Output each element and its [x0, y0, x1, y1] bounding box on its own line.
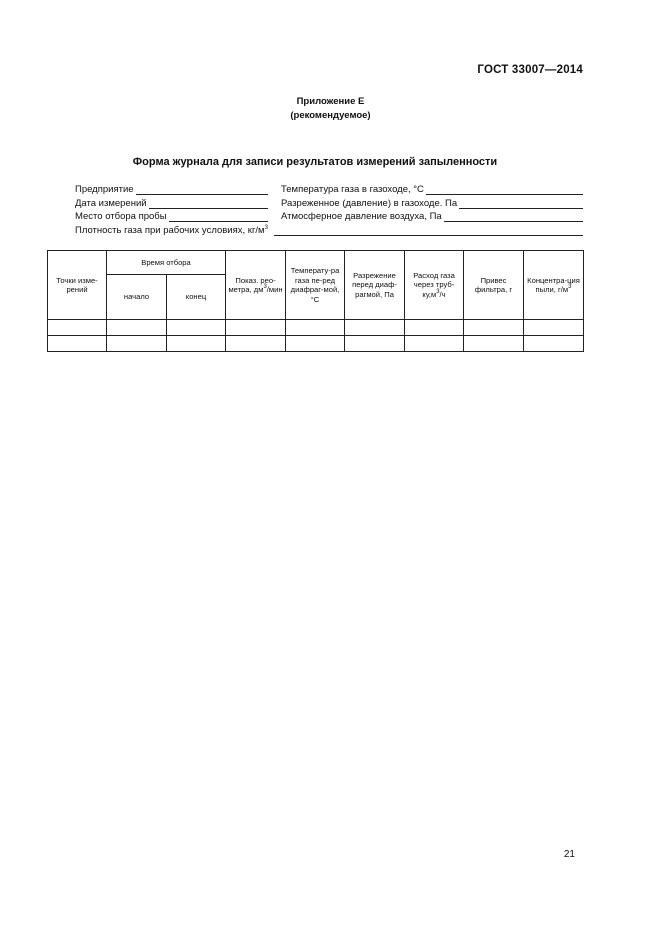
table-cell[interactable] — [524, 336, 584, 352]
field-row — [75, 184, 585, 198]
table-cell[interactable] — [464, 320, 524, 336]
gas-temperature-field[interactable] — [281, 184, 583, 195]
measurement-log-table — [47, 250, 584, 352]
table-cell[interactable] — [107, 320, 167, 336]
standard-code: ГОСТ 33007—2014 — [477, 64, 583, 76]
appendix-title: Приложение Е — [296, 96, 365, 107]
sampling-place-line — [169, 212, 268, 222]
sampling-place-label: Место отбора пробы — [75, 211, 167, 222]
col-header-rheometer: Показ. рео-метра, $дм^3$/мин — [226, 251, 286, 320]
rarefaction-field[interactable] — [281, 198, 583, 209]
atmospheric-pressure-line — [444, 212, 583, 222]
rarefaction-label: Разреженное (давление) в газоходе. Па — [281, 197, 458, 209]
col-header-end: конец — [167, 275, 226, 320]
field-row — [75, 198, 585, 212]
appendix-heading — [0, 95, 661, 123]
atmospheric-pressure-label: Атмосферное давление воздуха, Па — [281, 211, 442, 222]
table-cell[interactable] — [167, 336, 226, 352]
gas-density-label: Плотность газа при рабочих условиях, $кг/м^3$ — [75, 224, 268, 236]
enterprise-line — [136, 185, 268, 195]
table-cell[interactable] — [48, 336, 107, 352]
col-header-rarefaction: Разрежение перед диаф-рагмой, Па — [345, 251, 405, 320]
form-fields — [75, 184, 585, 238]
table-cell[interactable] — [405, 336, 464, 352]
gas-temperature-label: Температура газа в газоходе, °С — [281, 184, 424, 195]
table-row — [48, 336, 584, 352]
col-header-filter-gain: Привес фильтра, г — [464, 251, 524, 320]
measurement-date-line — [149, 199, 268, 209]
page-number: 21 — [563, 849, 575, 860]
enterprise-label: Предприятие — [75, 184, 134, 195]
table-cell[interactable] — [345, 336, 405, 352]
form-title: Форма журнала для записи результатов измерений запыленности — [132, 156, 498, 168]
sampling-place-field[interactable] — [75, 211, 268, 222]
gas-density-field[interactable] — [75, 225, 583, 236]
table-cell[interactable] — [48, 320, 107, 336]
table-cell[interactable] — [286, 320, 345, 336]
gas-density-line — [274, 226, 583, 236]
col-header-gas-temp: Температу-ра газа пе-ред диафраг-мой, °С — [286, 251, 345, 320]
rarefaction-line — [459, 199, 583, 209]
table-cell[interactable] — [464, 336, 524, 352]
col-header-flow: Расход газа через труб-$ку,м^3/ч$ — [405, 251, 464, 320]
table-cell[interactable] — [524, 320, 584, 336]
measurement-date-label: Дата измерений — [75, 197, 147, 209]
table-cell[interactable] — [226, 320, 286, 336]
table-header-row — [48, 251, 584, 275]
enterprise-field[interactable] — [75, 184, 268, 195]
measurement-date-field[interactable] — [75, 198, 268, 209]
col-header-start: начало — [107, 275, 167, 320]
atmospheric-pressure-field[interactable] — [281, 211, 583, 222]
gas-temperature-line — [426, 185, 583, 195]
table-cell[interactable] — [405, 320, 464, 336]
table-cell[interactable] — [226, 336, 286, 352]
table-cell[interactable] — [107, 336, 167, 352]
table-row — [48, 320, 584, 336]
field-row — [75, 225, 585, 239]
field-row — [75, 211, 585, 225]
table-cell[interactable] — [167, 320, 226, 336]
table-cell[interactable] — [286, 336, 345, 352]
col-header-dust: Концентра-ция пыли, $г/м^3$ — [524, 251, 584, 320]
appendix-subtitle: (рекомендуемое) — [290, 110, 371, 121]
col-header-points: Точки изме-рений — [48, 251, 107, 320]
col-header-sampling-time: Время отбора — [107, 251, 226, 275]
table-cell[interactable] — [345, 320, 405, 336]
